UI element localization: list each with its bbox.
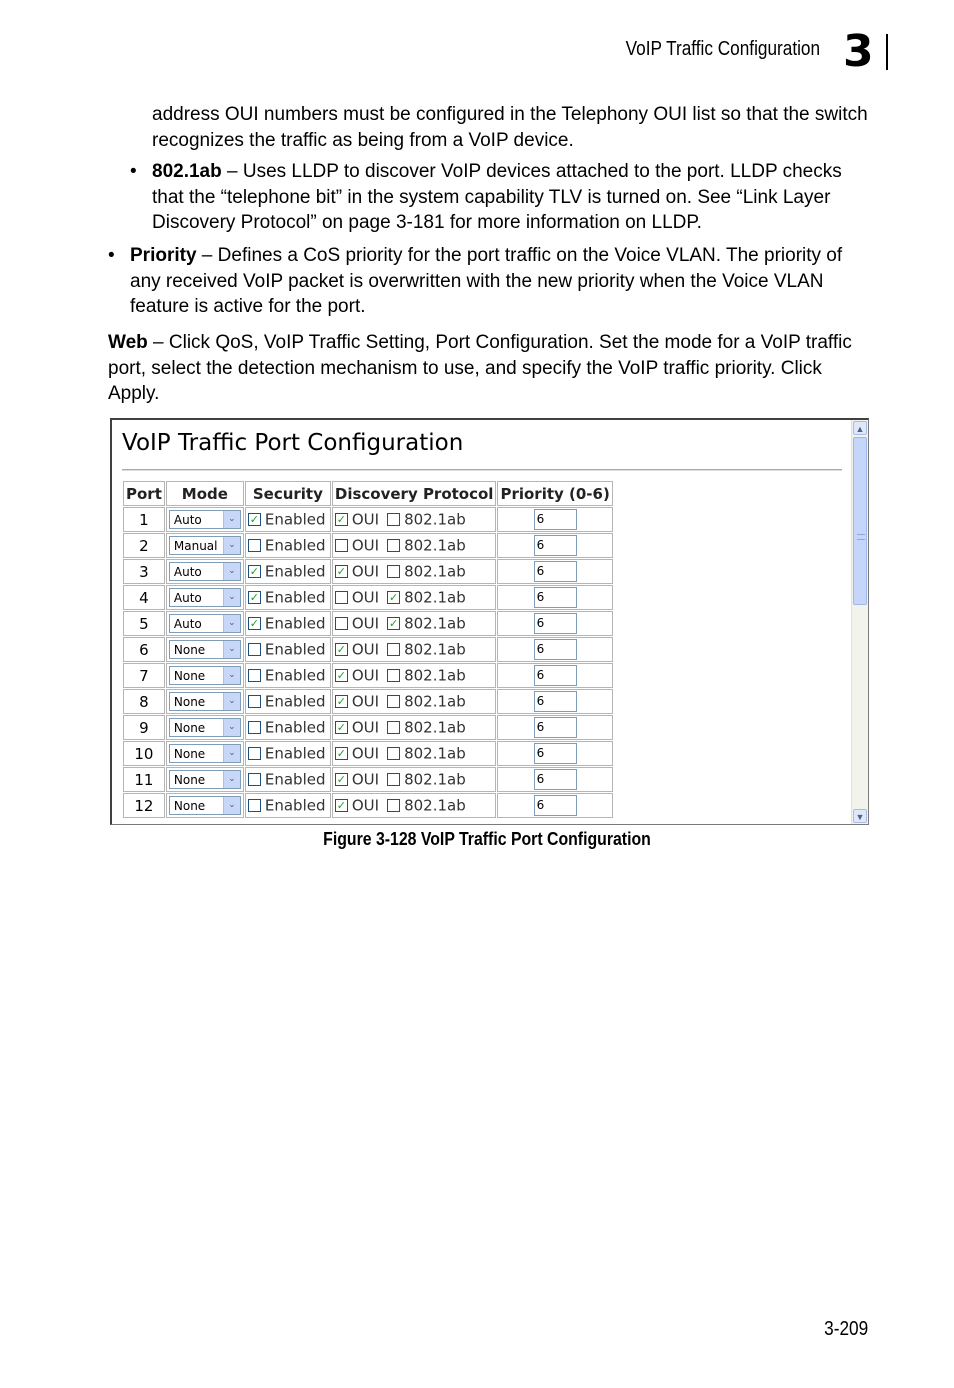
oui-checkbox[interactable]: ✓ [336,799,346,813]
chevron-down-icon[interactable]: ⌄ [223,745,240,762]
security-cell [245,767,331,792]
security-cell [245,689,331,714]
vertical-scrollbar[interactable] [851,420,868,824]
security-enabled-checkbox[interactable] [248,539,261,552]
priority-cell [497,689,612,714]
enabled-label: Enabled [264,666,326,685]
bullet-marker: • [130,161,137,182]
priority-cell [497,585,612,610]
port-number: 10 [123,741,165,766]
port-number: 11 [123,767,165,792]
mode-cell [166,689,244,714]
oui-label: OUI [351,666,380,685]
priority-input[interactable]: 6 [534,561,577,582]
enabled-label: Enabled [264,796,326,815]
mode-cell [166,663,244,688]
oui-checkbox[interactable]: ✓ [336,565,346,579]
enabled-label: Enabled [264,588,326,607]
security-enabled-checkbox[interactable]: ✓ [249,513,259,527]
port-number: 6 [123,637,165,662]
table-row [123,715,613,740]
lldp-checkbox[interactable]: ✓ [388,617,399,631]
discovery-cell [332,533,497,558]
port-number: 2 [123,533,165,558]
lldp-label: 802.1ab [404,510,466,529]
security-cell [245,533,331,558]
chevron-down-icon[interactable]: ⌄ [223,719,240,736]
discovery-cell [332,793,497,818]
security-enabled-checkbox[interactable] [248,643,261,656]
lldp-checkbox[interactable]: ✓ [388,591,399,605]
chevron-down-icon[interactable]: ⌄ [223,693,240,710]
priority-input[interactable]: 6 [534,795,577,816]
lldp-label: 802.1ab [404,796,466,815]
mode-select[interactable] [169,614,241,633]
mode-select[interactable] [169,718,241,737]
lldp-checkbox[interactable] [387,721,400,734]
lldp-checkbox[interactable] [387,695,400,708]
priority-cell [497,715,612,740]
chevron-down-icon[interactable]: ⌄ [223,771,240,788]
security-enabled-checkbox[interactable]: ✓ [249,617,259,631]
chevron-down-icon[interactable]: ⌄ [223,589,240,606]
priority-input[interactable]: 6 [534,509,577,530]
chevron-down-icon[interactable]: ⌄ [223,511,240,528]
oui-label: OUI [351,796,380,815]
discovery-cell [332,689,497,714]
oui-checkbox[interactable] [335,591,348,604]
oui-checkbox[interactable]: ✓ [336,669,346,683]
priority-cell [497,611,612,636]
page-number: 3-209 [824,1318,868,1340]
mode-cell [166,585,244,610]
table-row [123,507,613,532]
oui-label: OUI [351,588,380,607]
chevron-down-icon[interactable]: ⌄ [223,641,240,658]
table-header-row [123,481,613,506]
table-row [123,611,613,636]
priority-input[interactable]: 6 [534,691,577,712]
mode-cell [166,637,244,662]
mode-select[interactable] [169,588,241,607]
mode-select[interactable] [169,744,241,763]
mode-select[interactable] [169,536,241,555]
security-enabled-checkbox[interactable] [248,669,261,682]
priority-input[interactable]: 6 [534,639,577,660]
running-header: VoIP Traffic Configuration [625,38,820,60]
security-cell [245,663,331,688]
bullet-priority [130,243,872,320]
table-row [123,689,613,714]
screenshot-frame [110,418,869,825]
lldp-label: 802.1ab [404,744,466,763]
scroll-thumb[interactable] [853,437,867,605]
table-row [123,559,613,584]
security-enabled-checkbox[interactable] [248,695,261,708]
mode-select[interactable] [169,562,241,581]
paragraph-oui: address OUI numbers must be configured in the Telephony OUI list so that the switch recognizes the traffic as being from a VoIP device. [152,104,868,151]
oui-label: OUI [351,562,380,581]
mode-value: Auto [173,590,202,605]
security-cell [245,741,331,766]
mode-select[interactable] [169,796,241,815]
mode-value: Manual [173,538,218,553]
mode-cell [166,611,244,636]
lldp-checkbox[interactable] [387,669,400,682]
table-row [123,585,613,610]
port-number: 4 [123,585,165,610]
term-web: Web [108,332,148,353]
lldp-label: 802.1ab [404,562,466,581]
oui-label: OUI [351,640,380,659]
chapter-number: 3 [843,26,874,77]
mode-cell [166,793,244,818]
table-row [123,663,613,688]
discovery-cell [332,767,497,792]
priority-input[interactable]: 6 [534,535,577,556]
lldp-label: 802.1ab [404,614,466,633]
mode-value: None [173,694,206,709]
priority-cell [497,507,612,532]
bullet-priority-text: – Defines a CoS priority for the port traffic on the Voice VLAN. The priority of any received VoIP packet is overwritten with the new priority when the Voice VLAN feature is active for the port. [130,245,843,317]
discovery-cell [332,663,497,688]
security-cell [245,585,331,610]
priority-cell [497,637,612,662]
security-enabled-checkbox[interactable] [248,773,261,786]
table-row [123,741,613,766]
priority-input[interactable]: 6 [534,743,577,764]
bullet-802-1ab-text: – Uses LLDP to discover VoIP devices attached to the port. LLDP checks that the “telephone bit” in the system capability TLV is turned on. See “Link Layer Discovery Protocol” on page 3-181 for more information on LLDP. [152,161,842,233]
discovery-cell [332,715,497,740]
bullet-marker: • [108,245,115,266]
term-priority: Priority [130,245,197,266]
priority-input[interactable]: 6 [534,587,577,608]
oui-label: OUI [351,510,380,529]
discovery-cell [332,637,497,662]
mode-cell [166,741,244,766]
mode-cell [166,507,244,532]
mode-cell [166,767,244,792]
paragraph-web-text: – Click QoS, VoIP Traffic Setting, Port Configuration. Set the mode for a VoIP traffic port, select the detection mechanism to use, and specify the VoIP traffic priority. Click Apply. [108,332,852,404]
mode-select[interactable] [169,666,241,685]
port-number: 7 [123,663,165,688]
oui-checkbox[interactable]: ✓ [336,513,346,527]
oui-label: OUI [351,770,380,789]
term-802-1ab: 802.1ab [152,161,222,182]
chevron-down-icon[interactable]: ⌄ [223,797,240,814]
oui-label: OUI [351,744,380,763]
priority-cell [497,533,612,558]
paragraph-web [108,330,872,407]
mode-value: None [173,720,206,735]
security-enabled-checkbox[interactable] [248,747,261,760]
port-number: 8 [123,689,165,714]
chevron-down-icon[interactable]: ⌄ [223,537,240,554]
figure-caption: Figure 3-128 VoIP Traffic Port Configuration [323,829,651,849]
oui-checkbox[interactable]: ✓ [336,721,346,735]
table-row [123,637,613,662]
port-number: 9 [123,715,165,740]
oui-label: OUI [351,614,380,633]
lldp-label: 802.1ab [404,692,466,711]
enabled-label: Enabled [264,536,326,555]
discovery-cell [332,611,497,636]
security-enabled-checkbox[interactable] [248,721,261,734]
priority-cell [497,741,612,766]
col-header-mode: Mode [166,481,244,506]
lldp-label: 802.1ab [404,718,466,737]
priority-cell [497,559,612,584]
col-header-security: Security [245,481,331,506]
chevron-down-icon[interactable]: ⌄ [223,615,240,632]
chevron-down-icon[interactable]: ⌄ [223,563,240,580]
lldp-label: 802.1ab [404,640,466,659]
mode-value: Auto [173,512,202,527]
discovery-cell [332,585,497,610]
security-enabled-checkbox[interactable]: ✓ [249,565,259,579]
enabled-label: Enabled [264,562,326,581]
enabled-label: Enabled [264,640,326,659]
table-body [123,507,613,818]
lldp-checkbox[interactable] [387,539,400,552]
table-row [123,533,613,558]
enabled-label: Enabled [264,510,326,529]
lldp-checkbox[interactable] [387,799,400,812]
lldp-label: 802.1ab [404,666,466,685]
mode-select[interactable] [169,692,241,711]
enabled-label: Enabled [264,770,326,789]
port-number: 5 [123,611,165,636]
priority-cell [497,793,612,818]
oui-label: OUI [351,718,380,737]
security-enabled-checkbox[interactable]: ✓ [249,591,259,605]
scroll-up-icon[interactable]: ▲ [853,421,867,435]
priority-cell [497,663,612,688]
enabled-label: Enabled [264,614,326,633]
mode-select[interactable] [169,640,241,659]
security-enabled-checkbox[interactable] [248,799,261,812]
oui-label: OUI [351,536,380,555]
mode-value: None [173,798,206,813]
lldp-label: 802.1ab [404,536,466,555]
mode-value: None [173,668,206,683]
panel-title: VoIP Traffic Port Configuration [122,430,464,456]
mode-cell [166,533,244,558]
lldp-checkbox[interactable] [387,513,400,526]
oui-checkbox[interactable] [335,617,348,630]
grip-icon [857,534,865,540]
security-cell [245,637,331,662]
port-number: 12 [123,793,165,818]
priority-input[interactable]: 6 [534,665,577,686]
lldp-label: 802.1ab [404,770,466,789]
priority-input[interactable]: 6 [534,769,577,790]
oui-checkbox[interactable]: ✓ [336,773,346,787]
mode-select[interactable] [169,510,241,529]
mode-value: Auto [173,616,202,631]
scroll-down-icon[interactable]: ▼ [853,809,867,823]
security-cell [245,507,331,532]
security-cell [245,793,331,818]
priority-input[interactable]: 6 [534,717,577,738]
oui-checkbox[interactable]: ✓ [336,643,346,657]
mode-cell [166,715,244,740]
enabled-label: Enabled [264,718,326,737]
priority-input[interactable]: 6 [534,613,577,634]
bullet-802-1ab [152,159,872,236]
priority-cell [497,767,612,792]
chapter-divider [886,34,888,70]
mode-value: Auto [173,564,202,579]
oui-label: OUI [351,692,380,711]
lldp-label: 802.1ab [404,588,466,607]
title-divider [122,469,842,471]
mode-value: None [173,642,206,657]
table-row [123,793,613,818]
discovery-cell [332,741,497,766]
oui-checkbox[interactable]: ✓ [336,695,346,709]
discovery-cell [332,559,497,584]
col-header-port: Port [123,481,165,506]
lldp-checkbox[interactable] [387,643,400,656]
chevron-down-icon[interactable]: ⌄ [223,667,240,684]
enabled-label: Enabled [264,744,326,763]
col-header-priority: Priority (0-6) [497,481,612,506]
lldp-checkbox[interactable] [387,747,400,760]
enabled-label: Enabled [264,692,326,711]
security-cell [245,715,331,740]
col-header-discovery: Discovery Protocol [332,481,497,506]
mode-value: None [173,772,206,787]
mode-select[interactable] [169,770,241,789]
mode-value: None [173,746,206,761]
port-number: 3 [123,559,165,584]
lldp-checkbox[interactable] [387,773,400,786]
port-number: 1 [123,507,165,532]
oui-checkbox[interactable] [335,539,348,552]
security-cell [245,611,331,636]
discovery-cell [332,507,497,532]
lldp-checkbox[interactable] [387,565,400,578]
oui-checkbox[interactable]: ✓ [336,747,346,761]
table-row [123,767,613,792]
security-cell [245,559,331,584]
port-config-table [122,480,614,819]
mode-cell [166,559,244,584]
